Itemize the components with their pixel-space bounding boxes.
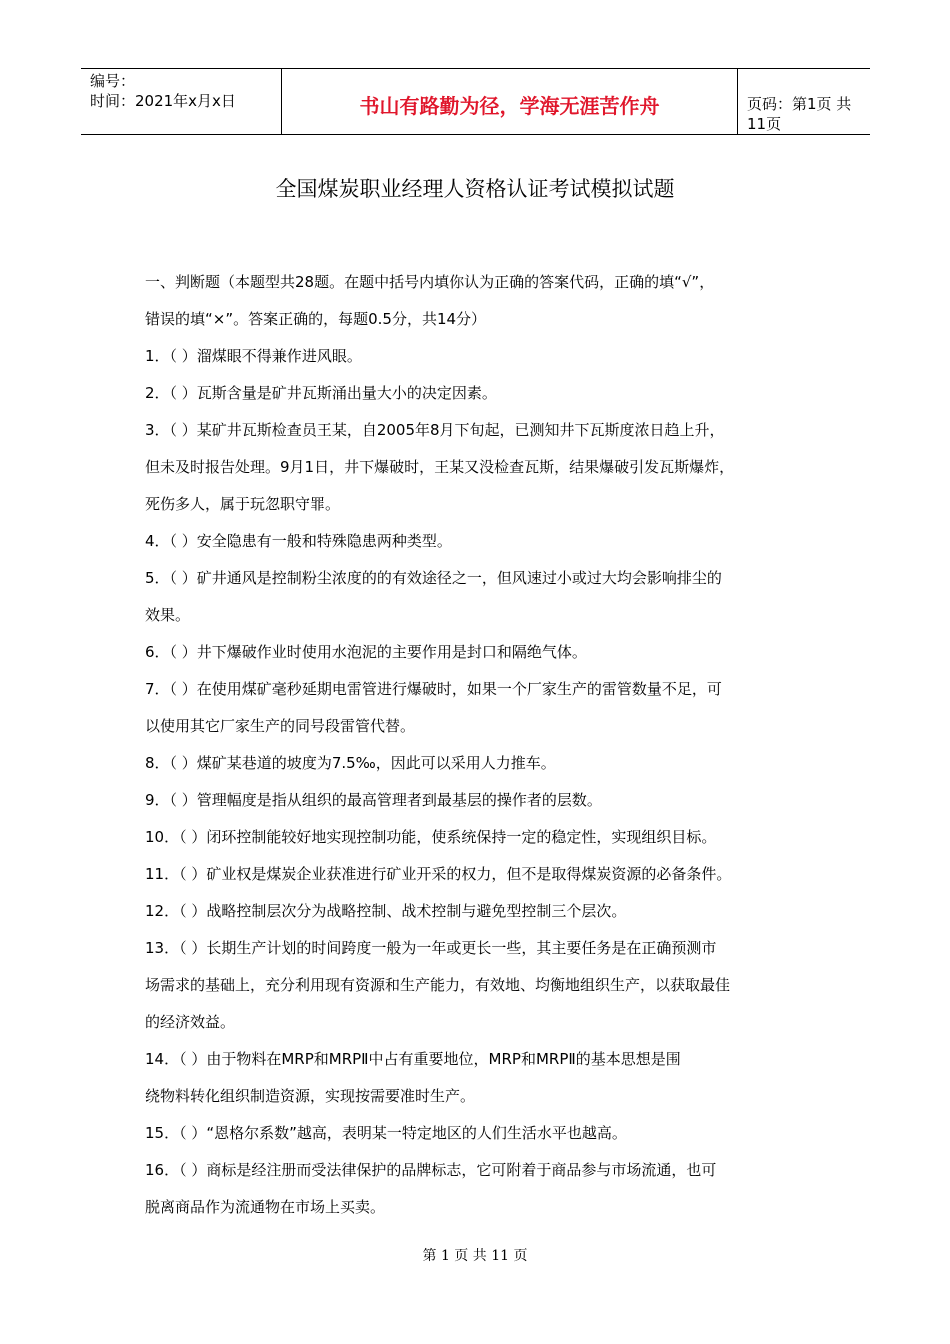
question-text-line: 16．（ ）商标是经注册而受法律保护的品牌标志，它可附着于商品参与市场流通，也可: [145, 1161, 717, 1179]
question-text-line: 14．（ ）由于物料在MRP和MRPⅡ中占有重要地位，MRP和MRPⅡ的基本思想是围: [145, 1050, 681, 1068]
header-page-cell: [738, 69, 870, 134]
question-text-line: 12．（ ）战略控制层次分为战略控制、战术控制与避免型控制三个层次。: [145, 902, 627, 920]
question-item: [145, 523, 810, 560]
question-text-line: 场需求的基础上，充分利用现有资源和生产能力，有效地、均衡地组织生产，以获取最佳: [145, 976, 731, 994]
question-item: [145, 560, 810, 634]
question-item: [145, 634, 810, 671]
question-item: [145, 1152, 810, 1226]
question-text-line: 2．（ ）瓦斯含量是矿井瓦斯涌出量大小的决定因素。: [145, 384, 497, 402]
question-text-line: 5．（ ）矿井通风是控制粉尘浓度的的有效途径之一，但风速过小或过大均会影响排尘的: [145, 569, 722, 587]
section-intro-line: 错误的填“×”。答案正确的，每题0.5分，共14分）: [145, 310, 487, 328]
header-motto-cell: [281, 69, 738, 134]
question-item: [145, 893, 810, 930]
document-header: [81, 68, 870, 135]
question-text-line: 7．（ ）在使用煤矿毫秒延期电雷管进行爆破时，如果一个厂家生产的雷管数量不足，可: [145, 680, 722, 698]
document-date-label: 时间：2021年x月x日: [90, 92, 236, 110]
question-list: [145, 338, 810, 1226]
question-item: [145, 782, 810, 819]
question-text-line: 效果。: [145, 606, 191, 624]
document-number-label: 编号：: [90, 72, 136, 90]
page-title: 全国煤炭职业经理人资格认证考试模拟试题: [275, 177, 675, 201]
question-text-line: 10．（ ）闭环控制能较好地实现控制功能，使系统保持一定的稳定性，实现组织目标。: [145, 828, 717, 846]
question-item: [145, 338, 810, 375]
question-text-line: 的经济效益。: [145, 1013, 236, 1031]
question-item: [145, 375, 810, 412]
header-page-info: 页码：第1页 共11页: [747, 95, 852, 133]
header-motto: 书山有路勤为径，学海无涯苦作舟: [359, 94, 660, 118]
page-footer: 第 1 页 共 11 页: [422, 1248, 528, 1264]
question-text-line: 绕物料转化组织制造资源，实现按需要准时生产。: [145, 1087, 476, 1105]
question-text-line: 8．（ ）煤矿某巷道的坡度为7.5‰，因此可以采用人力推车。: [145, 754, 556, 772]
question-item: [145, 819, 810, 856]
question-item: [145, 856, 810, 893]
question-text-line: 死伤多人，属于玩忽职守罪。: [145, 495, 341, 513]
question-item: [145, 412, 810, 523]
question-text-line: 4．（ ）安全隐患有一般和特殊隐患两种类型。: [145, 532, 452, 550]
question-text-line: 6．（ ）井下爆破作业时使用水泡泥的主要作用是封口和隔绝气体。: [145, 643, 587, 661]
document-body: [145, 264, 810, 1226]
question-item: [145, 671, 810, 745]
question-text-line: 但未及时报告处理。9月1日，井下爆破时，王某又没检查瓦斯，结果爆破引发瓦斯爆炸，: [145, 458, 735, 476]
question-text-line: 以使用其它厂家生产的同号段雷管代替。: [145, 717, 416, 735]
question-item: [145, 1115, 810, 1152]
question-text-line: 脱离商品作为流通物在市场上买卖。: [145, 1198, 386, 1216]
question-text-line: 13．（ ）长期生产计划的时间跨度一般为一年或更长一些，其主要任务是在正确预测市: [145, 939, 717, 957]
section-intro-line: 一、判断题（本题型共28题。在题中括号内填你认为正确的答案代码，正确的填“√”，: [145, 273, 715, 291]
question-text-line: 9．（ ）管理幅度是指从组织的最高管理者到最基层的操作者的层数。: [145, 791, 602, 809]
question-text-line: 11．（ ）矿业权是煤炭企业获准进行矿业开采的权力，但不是取得煤炭资源的必备条件。: [145, 865, 732, 883]
question-item: [145, 1041, 810, 1115]
question-text-line: 15．（ ）“恩格尔系数”越高，表明某一特定地区的人们生活水平也越高。: [145, 1124, 627, 1142]
question-item: [145, 745, 810, 782]
question-text-line: 1．（ ）溜煤眼不得兼作进风眼。: [145, 347, 362, 365]
question-text-line: 3．（ ）某矿井瓦斯检查员王某，自2005年8月下旬起，已测知井下瓦斯度浓日趋上升，: [145, 421, 725, 439]
question-item: [145, 930, 810, 1041]
header-meta-cell: [81, 69, 281, 134]
